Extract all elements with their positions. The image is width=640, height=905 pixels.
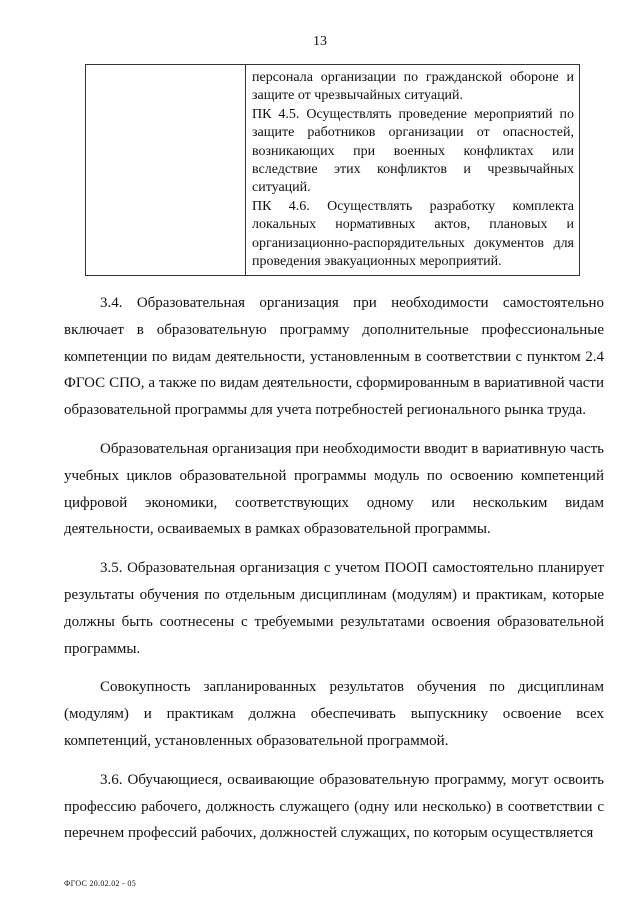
competency-table — [85, 64, 580, 276]
table-text-pk-4-6: ПК 4.6. Осуществлять разработку комплекта локальных нормативных актов, плановых и организационно-распорядительных документов для проведения эвакуационных мероприятий. — [252, 198, 574, 270]
paragraph-3-6: 3.6. Обучающиеся, осваивающие образовательную программу, могут освоить профессию рабочего, должность служащего (одну или несколько) в соответствии с перечнем профессий рабочих, должностей служащих, по которым осуществляется — [64, 771, 604, 842]
paragraph-3-4: 3.4. Образовательная организация при необходимости самостоятельно включает в образовательную программу дополнительные профессиональные компетенции по видам деятельности, установленным в соответствии с пунктом 2.4 ФГОС СПО, а также по видам деятельности, сформированным в вариативной части образовательной программы для учета потребностей регионального рынка труда. — [64, 295, 604, 419]
table-text-pk-4-5: ПК 4.5. Осуществлять проведение мероприятий по защите работников организации от опасностей, возникающих при военных конфликтах или вследствие этих конфликтов и чрезвычайных ситуаций. — [252, 106, 574, 196]
table-left-cell — [86, 65, 246, 275]
table-text-continuation: персонала организации по гражданской обороне и защите от чрезвычайных ситуаций. — [252, 70, 574, 104]
footer-code: ФГОС 20.02.02 - 05 — [64, 879, 137, 888]
paragraph-3-5: 3.5. Образовательная организация с учетом ПООП самостоятельно планирует результаты обучения по отдельным дисциплинам (модулям) и практикам, которые должны быть соотнесены с требуемыми результатами освоения образовательной программы. — [64, 560, 604, 657]
page-number: 13 — [313, 34, 327, 49]
paragraph-digital-economy: Образовательная организация при необходимости вводит в вариативную часть учебных циклов образовательной программы модуль по освоению компетенций цифровой экономики, соответствующих одному или нескольким видам деятельности, осваиваемых в рамках образовательной программы. — [64, 440, 604, 538]
document-body — [64, 290, 604, 859]
table-right-cell — [252, 69, 574, 271]
paragraph-learning-results: Совокупность запланированных результатов обучения по дисциплинам (модулям) и практикам должна обеспечивать выпускнику освоение всех компетенций, установленных образовательной программой. — [64, 679, 604, 749]
